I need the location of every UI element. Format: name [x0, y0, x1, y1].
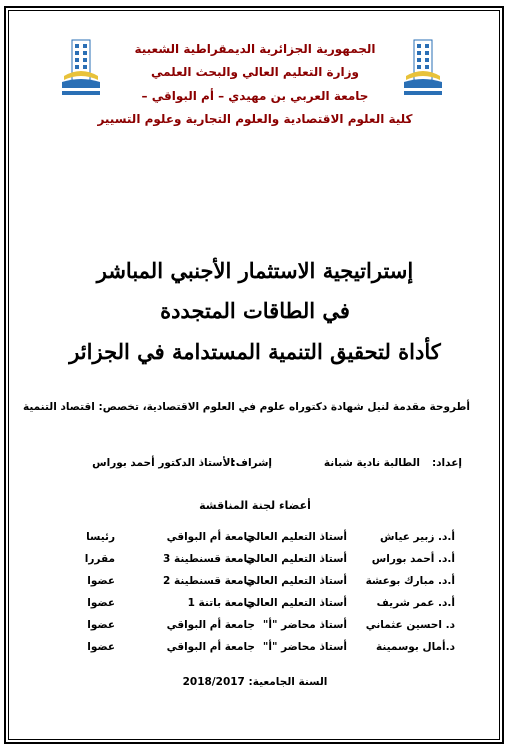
member-role: رئيسا: [86, 531, 115, 543]
member-rank: أستاذ محاضر "أ": [262, 619, 347, 631]
header-university: جامعة العربي بن مهيدي – أم البواقي –: [141, 89, 369, 103]
thesis-note: أطروحة مقدمة لنيل شهادة دكتوراه علوم في العلوم الاقتصادية، تخصص: اقتصاد التنمية: [22, 401, 470, 413]
header-republic: الجمهورية الجزائرية الديمقراطية الشعبية: [134, 42, 376, 56]
member-role: عضوا: [87, 641, 115, 653]
member-university: جامعة أم البواقي: [166, 619, 255, 631]
student-name: الطالبة نادية شبانة: [323, 457, 420, 469]
member-role: عضوا: [87, 575, 115, 587]
member-name: د. احسين عثماني: [365, 619, 455, 631]
member-university: جامعة قسنطينة 3: [163, 553, 255, 565]
member-rank: أستاذ التعليم العالي: [245, 531, 347, 543]
member-rank: أستاذ التعليم العالي: [245, 575, 347, 587]
thesis-title-line2: في الطاقات المتجددة: [160, 298, 350, 323]
member-name: أ.د. أحمد بوراس: [371, 553, 455, 565]
member-university: جامعة قسنطينة 2: [163, 575, 255, 587]
member-role: عضوا: [87, 597, 115, 609]
member-rank: أستاذ التعليم العالي: [245, 553, 347, 565]
member-name: أ.د. عمر شريف: [376, 597, 455, 609]
thesis-title-line3: كأداة لتحقيق التنمية المستدامة في الجزائر: [69, 339, 441, 364]
member-role: عضوا: [87, 619, 115, 631]
member-name: أ.د. زبير عياش: [380, 531, 455, 543]
committee-row: [60, 597, 455, 615]
member-rank: أستاذ التعليم العالي: [245, 597, 347, 609]
academic-year-value: 2018/2017: [182, 676, 245, 688]
header-ministry: وزارة التعليم العالي والبحث العلمي: [150, 65, 360, 79]
committee-row: [60, 575, 455, 593]
academic-year-label: السنة الجامعية:: [248, 676, 328, 688]
committee-row: [60, 641, 455, 659]
committee-row: [60, 531, 455, 549]
academic-year: [0, 676, 510, 688]
member-university: جامعة أم البواقي: [166, 531, 255, 543]
member-role: مقررا: [84, 553, 115, 565]
member-name: أ.د. مبارك بوعشة: [365, 575, 455, 587]
member-university: جامعة أم البواقي: [166, 641, 255, 653]
supervisor-label: إشراف:: [231, 457, 272, 469]
committee-row: [60, 553, 455, 571]
header-faculty: كلية العلوم الاقتصادية والعلوم التجارية وعلوم التسيير: [97, 112, 413, 126]
member-name: د.أمال بوسمينة: [375, 641, 455, 653]
prepared-label: إعداد:: [431, 457, 462, 469]
thesis-title-line1: إستراتيجية الاستثمار الأجنبي المباشر: [96, 258, 414, 283]
supervisor-name: الأستاذ الدكتور أحمد بوراس: [92, 457, 234, 469]
committee-row: [60, 619, 455, 637]
member-university: جامعة باتنة 1: [187, 597, 255, 609]
committee-title: أعضاء لجنة المناقشة: [199, 499, 311, 512]
member-rank: أستاذ محاضر "أ": [262, 641, 347, 653]
